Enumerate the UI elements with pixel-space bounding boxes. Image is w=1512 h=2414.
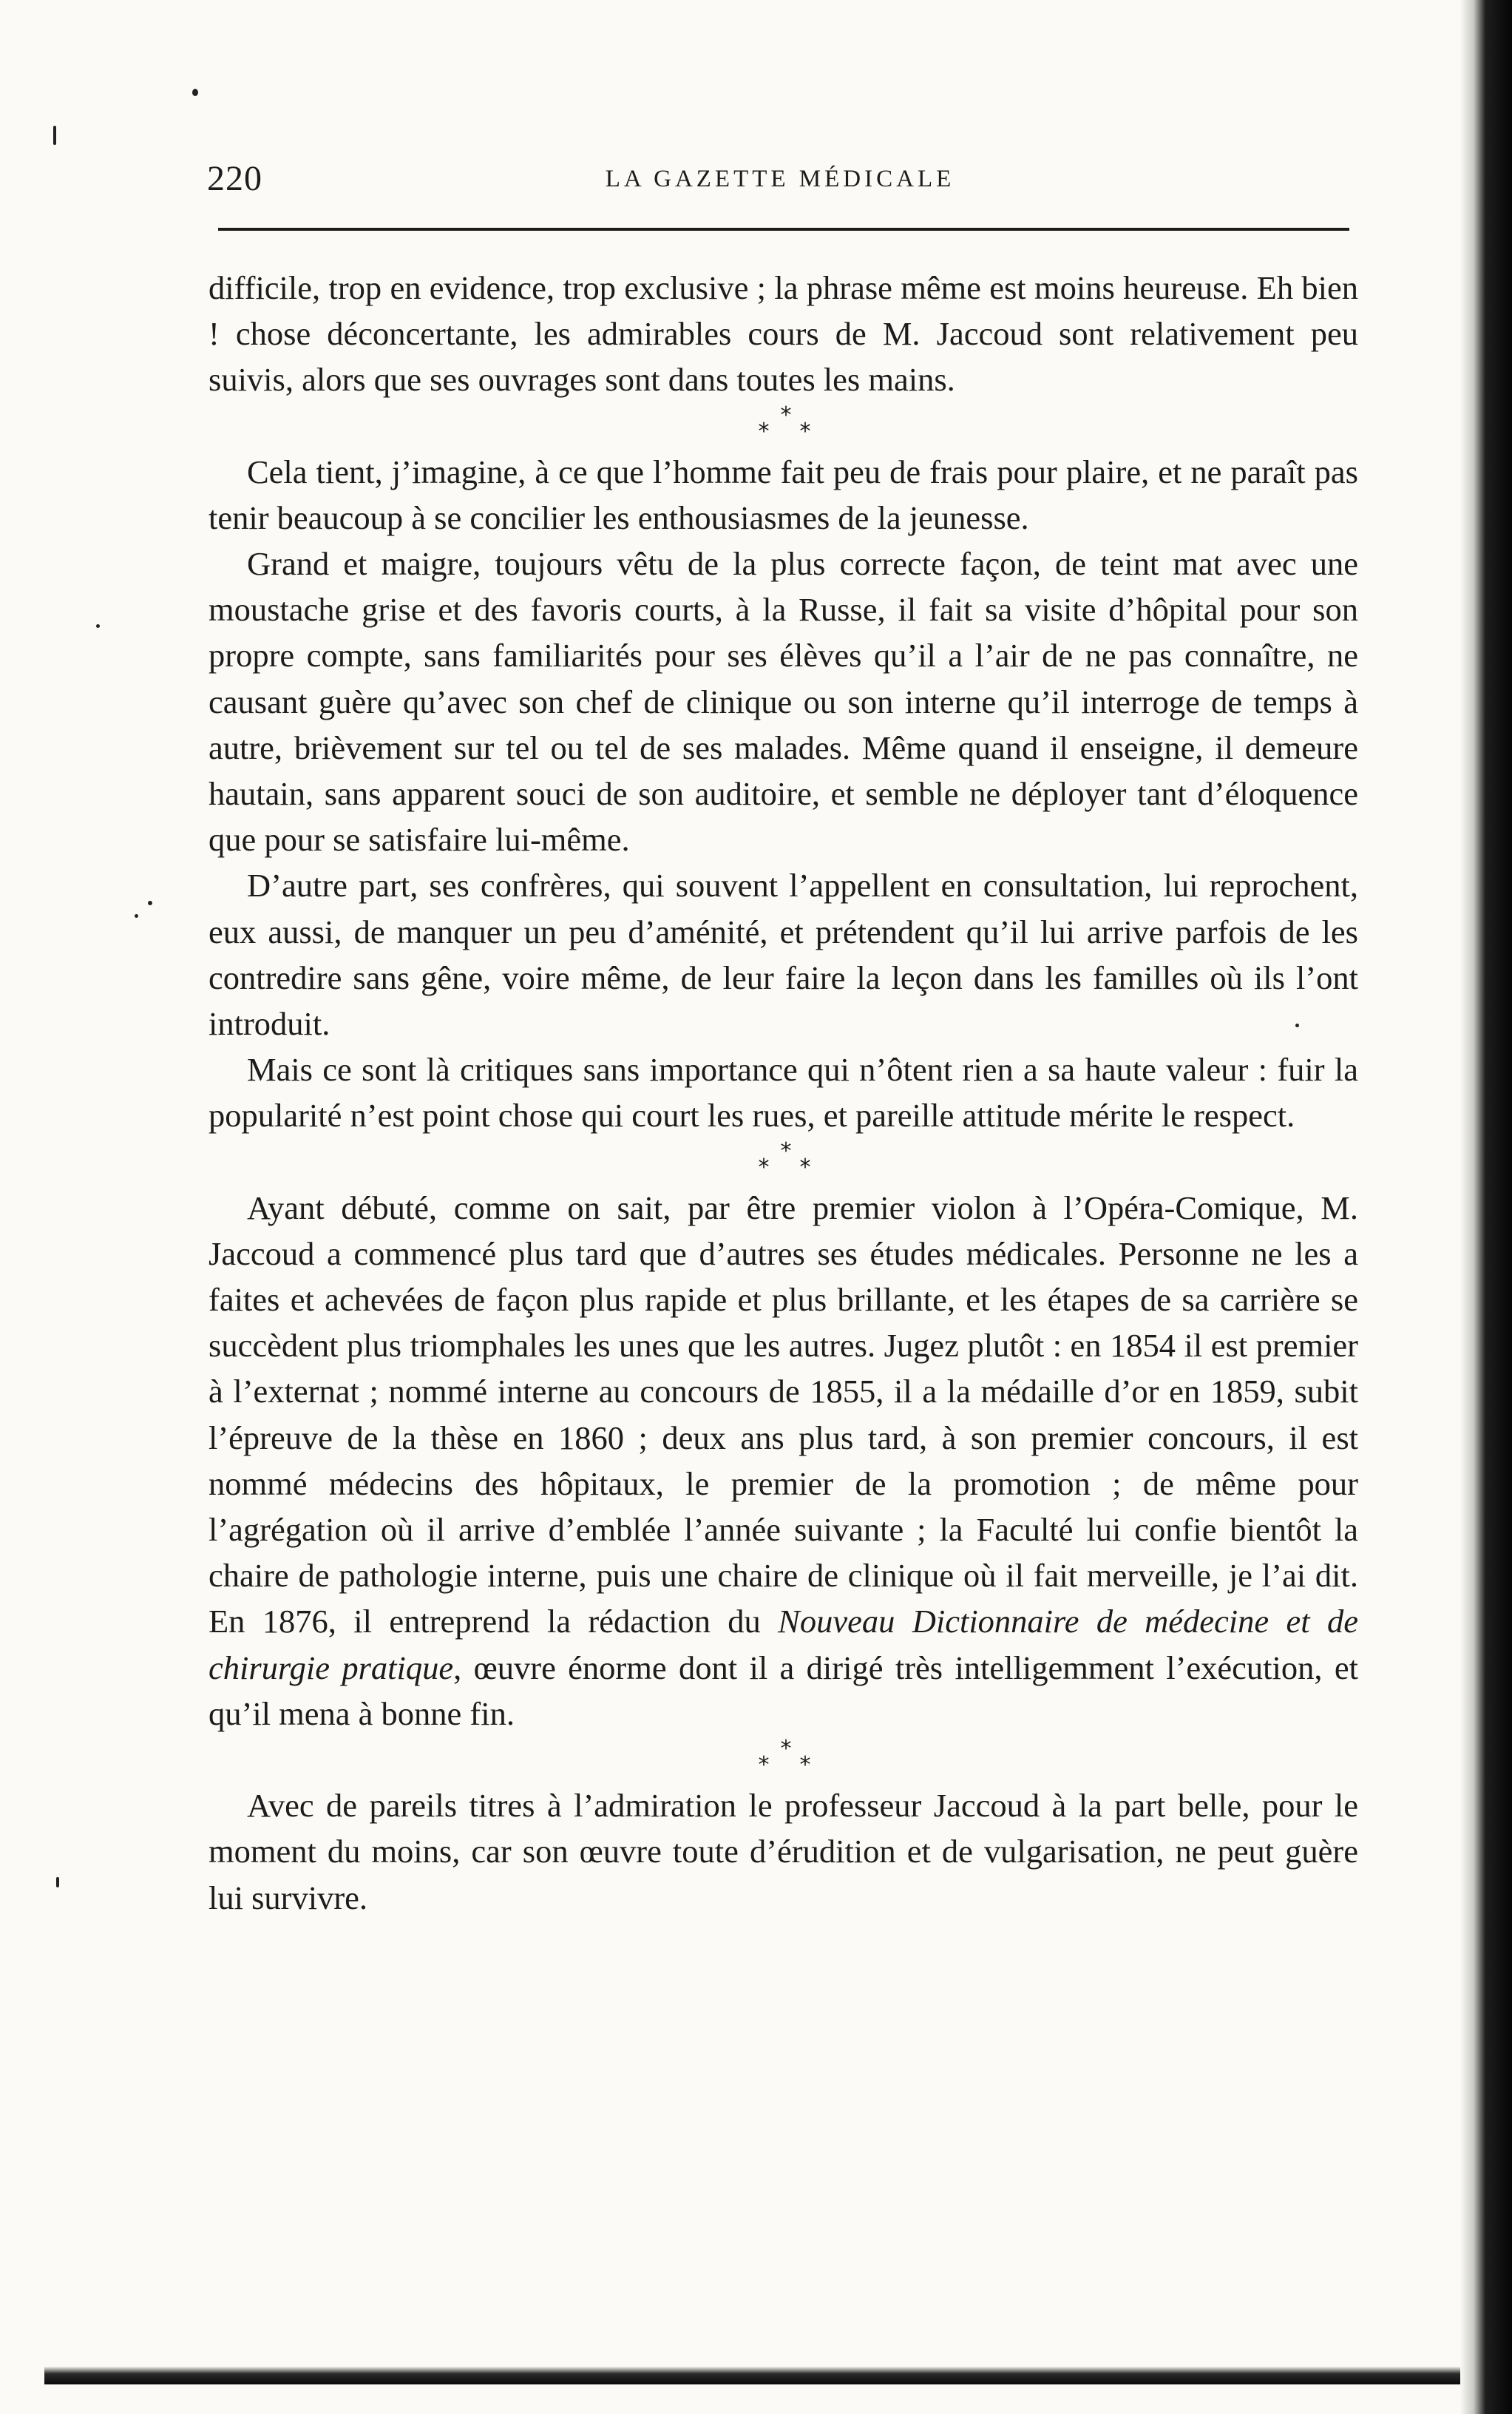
asterism-star: * bbox=[758, 1752, 770, 1779]
asterism-star: * bbox=[799, 1752, 811, 1779]
asterism-divider bbox=[209, 1139, 1358, 1185]
paragraph: Grand et maigre, toujours vêtu de la plus correcte façon, de teint mat avec une moustache grise et des favoris courts, à la Russe, il fait sa visite d’hôpital pour son propre compte, sans familiarités pour ses élèves qu’il a l’air de ne pas connaître, ne causant guère qu’avec son chef de clinique ou son interne qu’il interroge de temps à autre, brièvement sur tel ou tel de ses malades. Même quand il enseigne, il demeure hautain, sans apparent souci de son auditoire, et semble ne déployer tant d’éloquence que pour se satisfaire lui-même. bbox=[209, 545, 1358, 859]
scan-speck bbox=[135, 914, 138, 918]
asterism-star: * bbox=[780, 1137, 792, 1164]
asterism-star: * bbox=[799, 1154, 811, 1180]
paragraph-text: Ayant débuté, comme on sait, par être premier violon à l’Opéra-Comique, M. Jaccoud a commencé plus tard que d’autres ses études médicales. Personne ne les a faites et achevées de façon plus rapide et plus brillante, et les étapes de sa carrière se succèdent plus triomphales les unes que les autres. Jugez plutôt : en 1854 il est premier à l’externat ; nommé interne au concours de 1855, il a la médaille d’or en 1859, subit l’épreuve de la thèse en 1860 ; deux ans plus tard, à son premier concours, il est nommé médecins des hôpitaux, le premier de la promotion ; de même pour l’agrégation où il arrive d’emblée l’année suivante ; la Faculté lui confie bientôt la chaire de pathologie interne, puis une chaire de clinique où il fait merveille, je l’ai dit. En 1876, il entreprend la rédaction du bbox=[209, 1189, 1358, 1640]
paragraph: difficile, trop en evidence, trop exclusive ; la phrase même est moins heureuse. Eh bien ! chose déconcertante, les admirables cours de M. Jaccoud sont relativement peu suivis, alors que ses ouvrages sont dans toutes les mains. bbox=[209, 269, 1358, 399]
header-rule bbox=[218, 228, 1349, 231]
asterism-star: * bbox=[780, 1736, 792, 1762]
page-number: 220 bbox=[207, 159, 262, 198]
asterism-star: * bbox=[799, 418, 811, 444]
running-title: LA GAZETTE MÉDICALE bbox=[605, 166, 955, 192]
scan-speck bbox=[56, 1877, 59, 1887]
asterism-star: * bbox=[780, 402, 792, 428]
scan-speck bbox=[96, 624, 100, 628]
scan-speck bbox=[148, 901, 152, 905]
paragraph: Mais ce sont là critiques sans importance qui n’ôtent rien a sa haute valeur : fuir la popularité n’est point chose qui court les rues, et pareille attitude mérite le respect. bbox=[209, 1051, 1358, 1135]
paragraph: Cela tient, j’imagine, à ce que l’homme fait peu de frais pour plaire, et ne paraît pas tenir beaucoup à se concilier les enthousiasmes de la jeunesse. bbox=[209, 453, 1358, 536]
asterism-star: * bbox=[758, 1154, 770, 1180]
paragraph bbox=[209, 1185, 1358, 1737]
book-title: Nouveau Dictionnaire de médecine et de chirurgie pratique bbox=[209, 1603, 1358, 1686]
asterism-divider bbox=[209, 403, 1358, 449]
page-header bbox=[207, 158, 1353, 203]
paragraph: Avec de pareils titres à l’admiration le professeur Jaccoud à la part belle, pour le moment du moins, car son œuvre toute d’érudition et de vulgarisation, ne peut guère lui survivre. bbox=[209, 1787, 1358, 1916]
body-text bbox=[209, 265, 1358, 1921]
scan-shadow-right bbox=[1460, 0, 1512, 2414]
scan-shadow-bottom bbox=[44, 2367, 1460, 2384]
scan-speck bbox=[192, 89, 198, 96]
scan-speck bbox=[53, 126, 56, 145]
asterism-star: * bbox=[758, 418, 770, 444]
asterism-divider bbox=[209, 1737, 1358, 1782]
paragraph: D’autre part, ses confrères, qui souvent l’appellent en consultation, lui reprochent, eux aussi, de manquer un peu d’aménité, et prétendent qu’il lui arrive parfois de les contredire sans gêne, voire même, de leur faire la leçon dans les familles où ils l’ont introduit. bbox=[209, 867, 1358, 1043]
paragraph-text: , œuvre énorme dont il a dirigé très intelligemment l’exécution, et qu’il mena à bonne fin. bbox=[209, 1649, 1358, 1732]
